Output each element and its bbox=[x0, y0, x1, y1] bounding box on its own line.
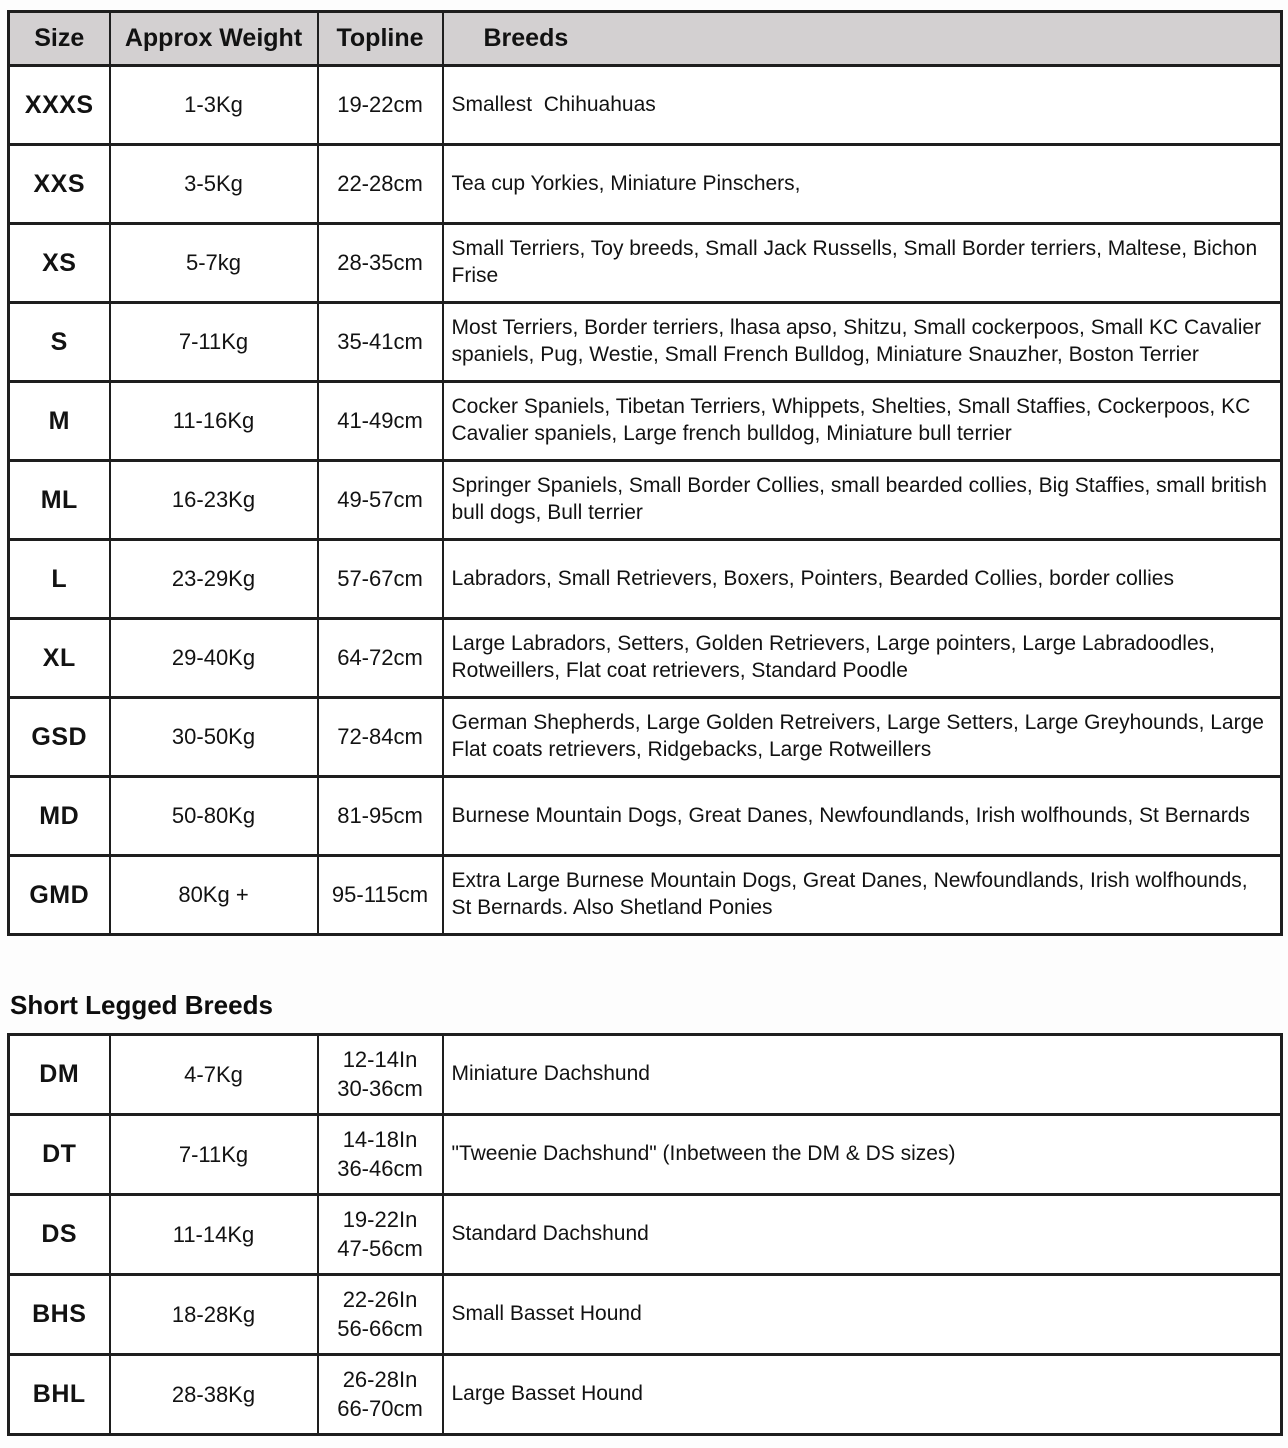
topline-cell bbox=[318, 1115, 443, 1195]
topline-cm: 36-46cm bbox=[337, 1155, 423, 1181]
table-row bbox=[9, 224, 1282, 303]
table-row bbox=[9, 145, 1282, 224]
topline-inches: 12-14In bbox=[342, 1046, 418, 1072]
topline-cell: 35-41cm bbox=[318, 303, 443, 382]
weight-cell: 1-3Kg bbox=[110, 66, 318, 145]
topline-cell: 19-22cm bbox=[318, 66, 443, 145]
breeds-cell: Large Basset Hound bbox=[443, 1355, 1282, 1435]
topline-cm: 56-66cm bbox=[337, 1315, 423, 1341]
topline-cell bbox=[318, 1275, 443, 1355]
table-row bbox=[9, 461, 1282, 540]
breeds-cell: Small Terriers, Toy breeds, Small Jack Russells, Small Border terriers, Maltese, Bichon Frise bbox=[443, 224, 1282, 303]
col-header-size: Size bbox=[9, 12, 110, 66]
size-cell: DM bbox=[9, 1035, 110, 1115]
size-cell: XXXS bbox=[9, 66, 110, 145]
size-cell: S bbox=[9, 303, 110, 382]
breeds-cell: Smallest Chihuahuas bbox=[443, 66, 1282, 145]
topline-cell bbox=[318, 1355, 443, 1435]
weight-cell: 5-7kg bbox=[110, 224, 318, 303]
table-row bbox=[9, 698, 1282, 777]
table-row bbox=[9, 303, 1282, 382]
table-row bbox=[9, 856, 1282, 935]
weight-cell: 4-7Kg bbox=[110, 1035, 318, 1115]
header-row bbox=[9, 12, 1282, 66]
col-header-breeds: Breeds bbox=[443, 12, 1282, 66]
breeds-cell: Miniature Dachshund bbox=[443, 1035, 1282, 1115]
size-cell: BHL bbox=[9, 1355, 110, 1435]
topline-cell: 64-72cm bbox=[318, 619, 443, 698]
breeds-cell: German Shepherds, Large Golden Retreivers, Large Setters, Large Greyhounds, Large Flat coats retrievers, Ridgebacks, Large Rotweillers bbox=[443, 698, 1282, 777]
breeds-cell: Extra Large Burnese Mountain Dogs, Great Danes, Newfoundlands, Irish wolfhounds, St Bernards. Also Shetland Ponies bbox=[443, 856, 1282, 935]
table-row bbox=[9, 1275, 1282, 1355]
weight-cell: 11-14Kg bbox=[110, 1195, 318, 1275]
table-row bbox=[9, 777, 1282, 856]
topline-cell: 49-57cm bbox=[318, 461, 443, 540]
topline-cell: 57-67cm bbox=[318, 540, 443, 619]
topline-cell: 81-95cm bbox=[318, 777, 443, 856]
table-row bbox=[9, 619, 1282, 698]
breeds-cell: Small Basset Hound bbox=[443, 1275, 1282, 1355]
topline-cm: 66-70cm bbox=[337, 1395, 423, 1421]
topline-cell: 95-115cm bbox=[318, 856, 443, 935]
dog-size-chart-table bbox=[7, 10, 1283, 936]
topline-inches: 26-28In bbox=[342, 1366, 418, 1392]
weight-cell: 28-38Kg bbox=[110, 1355, 318, 1435]
table-row bbox=[9, 382, 1282, 461]
weight-cell: 11-16Kg bbox=[110, 382, 318, 461]
size-cell: XS bbox=[9, 224, 110, 303]
weight-cell: 18-28Kg bbox=[110, 1275, 318, 1355]
table-row bbox=[9, 1035, 1282, 1115]
weight-cell: 3-5Kg bbox=[110, 145, 318, 224]
topline-inches: 14-18In bbox=[342, 1126, 418, 1152]
breeds-cell: Springer Spaniels, Small Border Collies, small bearded collies, Big Staffies, small british bull dogs, Bull terrier bbox=[443, 461, 1282, 540]
table-row bbox=[9, 66, 1282, 145]
topline-cell: 28-35cm bbox=[318, 224, 443, 303]
col-header-weight: Approx Weight bbox=[110, 12, 318, 66]
table-row bbox=[9, 1195, 1282, 1275]
size-cell: DS bbox=[9, 1195, 110, 1275]
topline-cm: 30-36cm bbox=[337, 1075, 423, 1101]
size-cell: MD bbox=[9, 777, 110, 856]
weight-cell: 16-23Kg bbox=[110, 461, 318, 540]
table-row bbox=[9, 1115, 1282, 1195]
breeds-cell: Burnese Mountain Dogs, Great Danes, Newfoundlands, Irish wolfhounds, St Bernards bbox=[443, 777, 1282, 856]
size-cell: GMD bbox=[9, 856, 110, 935]
size-cell: L bbox=[9, 540, 110, 619]
breeds-cell: Tea cup Yorkies, Miniature Pinschers, bbox=[443, 145, 1282, 224]
size-cell: XXS bbox=[9, 145, 110, 224]
table-row bbox=[9, 1355, 1282, 1435]
weight-cell: 7-11Kg bbox=[110, 303, 318, 382]
topline-cell: 41-49cm bbox=[318, 382, 443, 461]
weight-cell: 30-50Kg bbox=[110, 698, 318, 777]
topline-cell: 72-84cm bbox=[318, 698, 443, 777]
size-cell: BHS bbox=[9, 1275, 110, 1355]
topline-cell bbox=[318, 1195, 443, 1275]
size-cell: DT bbox=[9, 1115, 110, 1195]
weight-cell: 7-11Kg bbox=[110, 1115, 318, 1195]
breeds-cell: "Tweenie Dachshund" (Inbetween the DM & DS sizes) bbox=[443, 1115, 1282, 1195]
size-cell: GSD bbox=[9, 698, 110, 777]
short-legged-breeds-table bbox=[7, 1033, 1283, 1436]
table-row bbox=[9, 540, 1282, 619]
weight-cell: 29-40Kg bbox=[110, 619, 318, 698]
topline-cm: 47-56cm bbox=[337, 1235, 423, 1261]
weight-cell: 80Kg + bbox=[110, 856, 318, 935]
topline-cell: 22-28cm bbox=[318, 145, 443, 224]
size-cell: XL bbox=[9, 619, 110, 698]
topline-inches: 22-26In bbox=[342, 1286, 418, 1312]
weight-cell: 23-29Kg bbox=[110, 540, 318, 619]
topline-inches: 19-22In bbox=[342, 1206, 418, 1232]
size-cell: ML bbox=[9, 461, 110, 540]
breeds-cell: Standard Dachshund bbox=[443, 1195, 1282, 1275]
col-header-topline: Topline bbox=[318, 12, 443, 66]
breeds-cell: Cocker Spaniels, Tibetan Terriers, Whippets, Shelties, Small Staffies, Cockerpoos, KC Cavalier spaniels, Large french bulldog, Miniature bull terrier bbox=[443, 382, 1282, 461]
topline-cell bbox=[318, 1035, 443, 1115]
breeds-cell: Labradors, Small Retrievers, Boxers, Pointers, Bearded Collies, border collies bbox=[443, 540, 1282, 619]
section-heading-short-legged-breeds: Short Legged Breeds bbox=[10, 990, 273, 1020]
weight-cell: 50-80Kg bbox=[110, 777, 318, 856]
size-cell: M bbox=[9, 382, 110, 461]
breeds-cell: Most Terriers, Border terriers, lhasa apso, Shitzu, Small cockerpoos, Small KC Cavalier spaniels, Pug, Westie, Small French Bulldog, Miniature Snauzher, Boston Terrier bbox=[443, 303, 1282, 382]
breeds-cell: Large Labradors, Setters, Golden Retrievers, Large pointers, Large Labradoodles, Rotweillers, Flat coat retrievers, Standard Poodle bbox=[443, 619, 1282, 698]
